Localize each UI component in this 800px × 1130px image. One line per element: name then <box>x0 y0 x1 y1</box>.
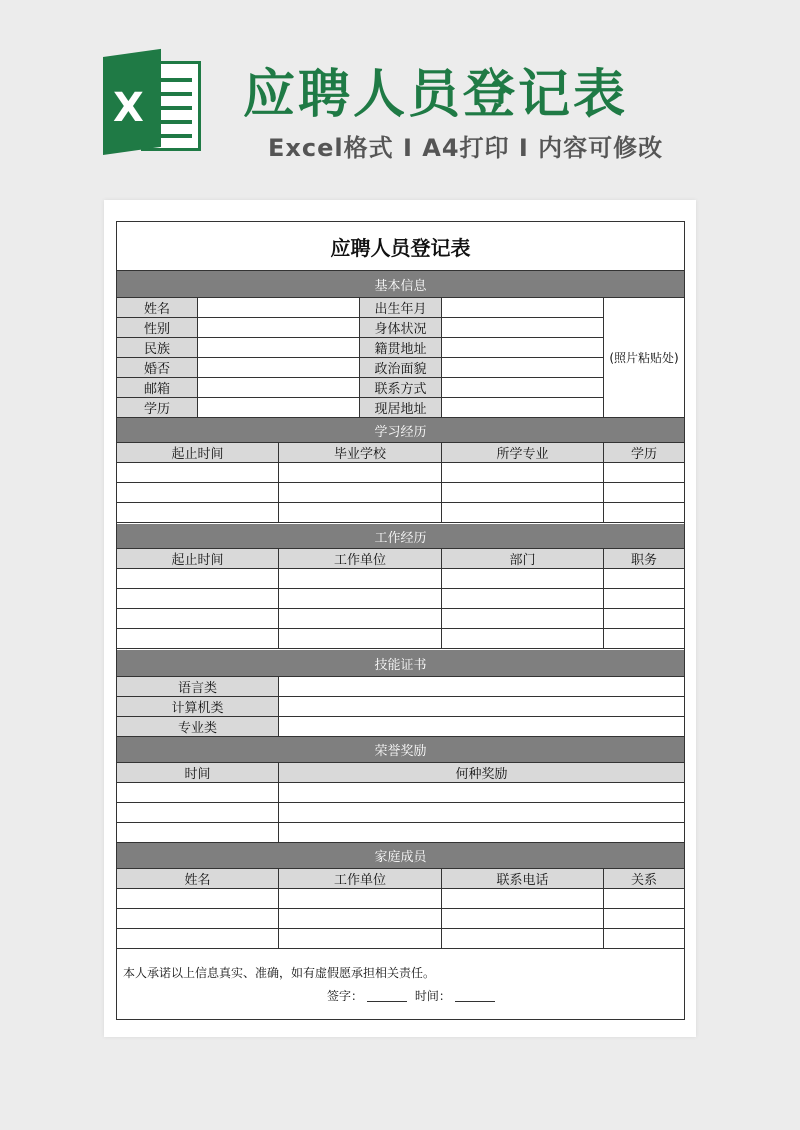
family-cell[interactable] <box>279 889 442 909</box>
work-cell[interactable] <box>117 629 279 649</box>
sign-label: 签字： <box>327 989 364 1003</box>
honors-cell[interactable] <box>279 823 684 843</box>
basic-value-field[interactable] <box>442 358 604 378</box>
page-title: 应聘人员登记表 <box>243 65 629 125</box>
education-cell[interactable] <box>604 483 684 503</box>
work-cell[interactable] <box>604 609 684 629</box>
family-cell[interactable] <box>604 909 684 929</box>
section-basic-info: 基本信息 <box>117 271 684 298</box>
honors-column-header: 时间 <box>117 763 279 783</box>
basic-value-field[interactable] <box>198 298 360 318</box>
family-column-header: 关系 <box>604 869 684 889</box>
family-cell[interactable] <box>117 889 279 909</box>
section-honors: 荣誉奖励 <box>117 737 684 763</box>
basic-label: 学历 <box>117 398 198 418</box>
family-cell[interactable] <box>117 929 279 949</box>
education-cell[interactable] <box>117 483 279 503</box>
time-field[interactable] <box>455 991 495 1002</box>
work-cell[interactable] <box>279 609 442 629</box>
honors-cell[interactable] <box>117 823 279 843</box>
education-cell[interactable] <box>442 503 604 523</box>
skill-label: 语言类 <box>117 677 279 697</box>
education-column-header: 所学专业 <box>442 443 604 463</box>
family-cell[interactable] <box>604 929 684 949</box>
basic-label: 邮箱 <box>117 378 198 398</box>
work-cell[interactable] <box>604 589 684 609</box>
basic-label: 出生年月 <box>360 298 442 318</box>
basic-label: 婚否 <box>117 358 198 378</box>
work-cell[interactable] <box>604 629 684 649</box>
page-subtitle: Excel格式 Ⅰ A4打印 Ⅰ 内容可修改 <box>268 134 664 162</box>
section-work: 工作经历 <box>117 524 684 549</box>
work-cell[interactable] <box>442 609 604 629</box>
work-cell[interactable] <box>279 569 442 589</box>
work-column-header: 起止时间 <box>117 549 279 569</box>
work-cell[interactable] <box>279 629 442 649</box>
family-column-header: 联系电话 <box>442 869 604 889</box>
skill-value-field[interactable] <box>279 677 684 697</box>
photo-placeholder: (照片粘贴处) <box>604 298 684 418</box>
basic-value-field[interactable] <box>442 338 604 358</box>
family-cell[interactable] <box>442 909 604 929</box>
skill-value-field[interactable] <box>279 717 684 737</box>
education-column-header: 学历 <box>604 443 684 463</box>
section-education: 学习经历 <box>117 418 684 443</box>
basic-value-field[interactable] <box>442 378 604 398</box>
education-column-header: 毕业学校 <box>279 443 442 463</box>
family-cell[interactable] <box>279 929 442 949</box>
basic-value-field[interactable] <box>442 398 604 418</box>
family-cell[interactable] <box>604 889 684 909</box>
family-cell[interactable] <box>442 929 604 949</box>
education-cell[interactable] <box>279 463 442 483</box>
declaration-text: 本人承诺以上信息真实、准确，如有虚假愿承担相关责任。 <box>123 966 436 980</box>
work-cell[interactable] <box>604 569 684 589</box>
honors-cell[interactable] <box>117 803 279 823</box>
education-cell[interactable] <box>442 483 604 503</box>
basic-value-field[interactable] <box>442 318 604 338</box>
family-cell[interactable] <box>279 909 442 929</box>
honors-cell[interactable] <box>279 783 684 803</box>
logo-letter: X <box>113 85 144 131</box>
sign-field[interactable] <box>367 991 407 1002</box>
section-skills: 技能证书 <box>117 650 684 677</box>
education-column-header: 起止时间 <box>117 443 279 463</box>
education-cell[interactable] <box>279 503 442 523</box>
education-cell[interactable] <box>604 463 684 483</box>
basic-label: 现居地址 <box>360 398 442 418</box>
form-sheet <box>116 221 685 1020</box>
education-cell[interactable] <box>117 463 279 483</box>
time-label: 时间： <box>414 989 451 1003</box>
banner <box>0 0 800 190</box>
work-cell[interactable] <box>442 569 604 589</box>
work-cell[interactable] <box>117 569 279 589</box>
work-column-header: 职务 <box>604 549 684 569</box>
honors-column-header: 何种奖励 <box>279 763 684 783</box>
skill-label: 专业类 <box>117 717 279 737</box>
section-family: 家庭成员 <box>117 843 684 869</box>
education-cell[interactable] <box>604 503 684 523</box>
skill-value-field[interactable] <box>279 697 684 717</box>
education-cell[interactable] <box>117 503 279 523</box>
basic-label: 性别 <box>117 318 198 338</box>
education-cell[interactable] <box>279 483 442 503</box>
basic-value-field[interactable] <box>198 338 360 358</box>
basic-value-field[interactable] <box>442 298 604 318</box>
work-column-header: 部门 <box>442 549 604 569</box>
work-column-header: 工作单位 <box>279 549 442 569</box>
basic-value-field[interactable] <box>198 398 360 418</box>
signature-line <box>327 987 499 1004</box>
excel-logo-icon <box>103 57 203 155</box>
basic-label: 姓名 <box>117 298 198 318</box>
honors-cell[interactable] <box>279 803 684 823</box>
work-cell[interactable] <box>117 589 279 609</box>
education-cell[interactable] <box>442 463 604 483</box>
basic-label: 联系方式 <box>360 378 442 398</box>
family-cell[interactable] <box>117 909 279 929</box>
family-column-header: 姓名 <box>117 869 279 889</box>
family-column-header: 工作单位 <box>279 869 442 889</box>
basic-label: 籍贯地址 <box>360 338 442 358</box>
skill-label: 计算机类 <box>117 697 279 717</box>
work-cell[interactable] <box>442 629 604 649</box>
work-cell[interactable] <box>442 589 604 609</box>
work-cell[interactable] <box>279 589 442 609</box>
form-title: 应聘人员登记表 <box>117 222 684 271</box>
basic-value-field[interactable] <box>198 318 360 338</box>
basic-label: 民族 <box>117 338 198 358</box>
basic-label: 身体状况 <box>360 318 442 338</box>
basic-value-field[interactable] <box>198 378 360 398</box>
family-cell[interactable] <box>442 889 604 909</box>
basic-value-field[interactable] <box>198 358 360 378</box>
honors-cell[interactable] <box>117 783 279 803</box>
work-cell[interactable] <box>117 609 279 629</box>
basic-label: 政治面貌 <box>360 358 442 378</box>
